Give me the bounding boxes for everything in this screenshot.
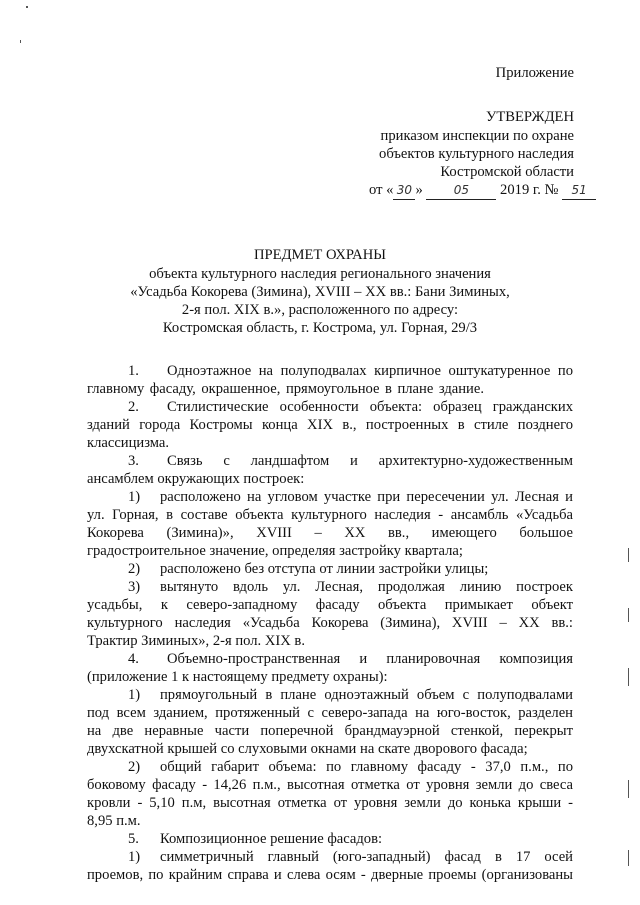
paragraph-line: проемов, по крайним справа и слева осям - дверные проемы (организованы — [87, 867, 573, 883]
paragraph-line: общий габарит объема: по главному фасаду - 37,0 п.м., по — [160, 759, 573, 775]
paragraph-line: расположено на угловом участке при пересечении ул. Лесная и — [160, 489, 573, 505]
paragraph-line: классицизма. — [87, 435, 170, 451]
paragraph-line: под всем зданием, протяженный с северо-запада на юго-восток, разделен — [87, 705, 573, 721]
paragraph-line: кровли - 5,10 п.м, высотная отметка от уровня земли до конька крыши - — [87, 795, 573, 811]
paragraph-line: боковому фасаду - 14,26 п.м., высотная отметка от уровня земли до свеса — [87, 777, 573, 793]
date-number: 51 — [562, 181, 596, 200]
title-line-2: «Усадьба Кокорева (Зимина), XVIII – XX вв.: Бани Зиминых, — [130, 284, 510, 300]
subitem-number: 1) — [128, 687, 141, 703]
document-title: ПРЕДМЕТ ОХРАНЫ — [254, 247, 386, 263]
subitem-number: 1) — [128, 849, 141, 865]
scan-mark — [628, 548, 629, 562]
order-line-2: объектов культурного наследия — [379, 146, 574, 162]
paragraph-line: симметричный главный (юго-западный) фасад в 17 осей — [160, 849, 573, 865]
paragraph-line: Кокорева (Зимина)», XVIII – XX вв., имеющего большое — [87, 525, 573, 541]
paragraph-line: Композиционное решение фасадов: — [160, 831, 383, 847]
subitem-number: 2) — [128, 759, 141, 775]
paragraph-line: двухскатной крышей со слуховыми окнами на скате дворового фасада; — [87, 741, 528, 757]
date-prefix: от « — [369, 182, 394, 198]
paragraph-line: главному фасаду, окрашенное, прямоугольное в плане здание. — [87, 381, 484, 397]
paragraph-line: Связь с ландшафтом и архитектурно-художественным — [167, 453, 573, 469]
paragraph-line: Объемно-пространственная и планировочная композиция — [167, 651, 573, 667]
subitem-number: 1) — [128, 489, 141, 505]
paragraph-line: вытянуто вдоль ул. Лесная, продолжая линию построек — [160, 579, 573, 595]
paragraph-line: усадьбы, к северо-западному фасаду объекта примыкает объект — [87, 597, 573, 613]
paragraph-line: градостроительное значение, определяя застройку квартала; — [87, 543, 463, 559]
item-number: 2. — [128, 399, 139, 415]
approved-label: УТВЕРЖДЕН — [486, 109, 574, 125]
item-number: 5. — [128, 831, 139, 847]
order-line-1: приказом инспекции по охране — [380, 128, 574, 144]
subitem-number: 2) — [128, 561, 141, 577]
scan-mark — [26, 6, 28, 8]
scan-mark — [628, 850, 629, 866]
scan-mark — [628, 668, 629, 686]
paragraph-line: прямоугольный в плане одноэтажный объем с полуподвалами — [160, 687, 573, 703]
paragraph-line: ул. Горная, в составе объекта культурного наследия - ансамбль «Усадьба — [87, 507, 573, 523]
paragraph-line: (приложение 1 к настоящему предмету охраны): — [87, 669, 388, 685]
item-number: 3. — [128, 453, 139, 469]
order-date-line — [369, 181, 596, 200]
order-line-3: Костромской области — [440, 164, 574, 180]
title-line-3: 2-я пол. XIX в.», расположенного по адресу: — [181, 302, 459, 318]
date-month: 05 — [426, 181, 496, 200]
paragraph-line: зданий города Костромы конца XIX в., построенных в стиле позднего — [87, 417, 573, 433]
date-day: 30 — [393, 181, 415, 200]
subitem-number: 3) — [128, 579, 141, 595]
item-number: 4. — [128, 651, 139, 667]
paragraph-line: 8,95 п.м. — [87, 813, 141, 829]
title-line-4: Костромская область, г. Кострома, ул. Горная, 29/3 — [162, 320, 478, 336]
title-line-1: объекта культурного наследия регионального значения — [149, 266, 491, 282]
paragraph-line: ансамблем окружающих построек: — [87, 471, 305, 487]
item-number: 1. — [128, 363, 139, 379]
paragraph-line: расположено без отступа от линии застройки улицы; — [160, 561, 489, 577]
paragraph-line: Одноэтажное на полуподвалах кирпичное оштукатуренное по — [167, 363, 573, 379]
scan-mark — [628, 608, 629, 622]
date-year: 2019 г. № — [500, 182, 559, 198]
date-mid: » — [415, 182, 423, 198]
scan-mark — [628, 780, 629, 798]
paragraph-line: культурного наследия «Усадьба Кокорева (Зимина), XVIII – XX вв.: — [87, 615, 573, 631]
paragraph-line: Стилистические особенности объекта: образец гражданских — [167, 399, 573, 415]
paragraph-line: Трактир Зиминых», 2-я пол. XIX в. — [87, 633, 305, 649]
scan-mark — [20, 40, 21, 43]
appendix-label: Приложение — [495, 65, 574, 81]
paragraph-line: на две неравные части поперечной брандмауэрной стенкой, перекрыт — [87, 723, 573, 739]
